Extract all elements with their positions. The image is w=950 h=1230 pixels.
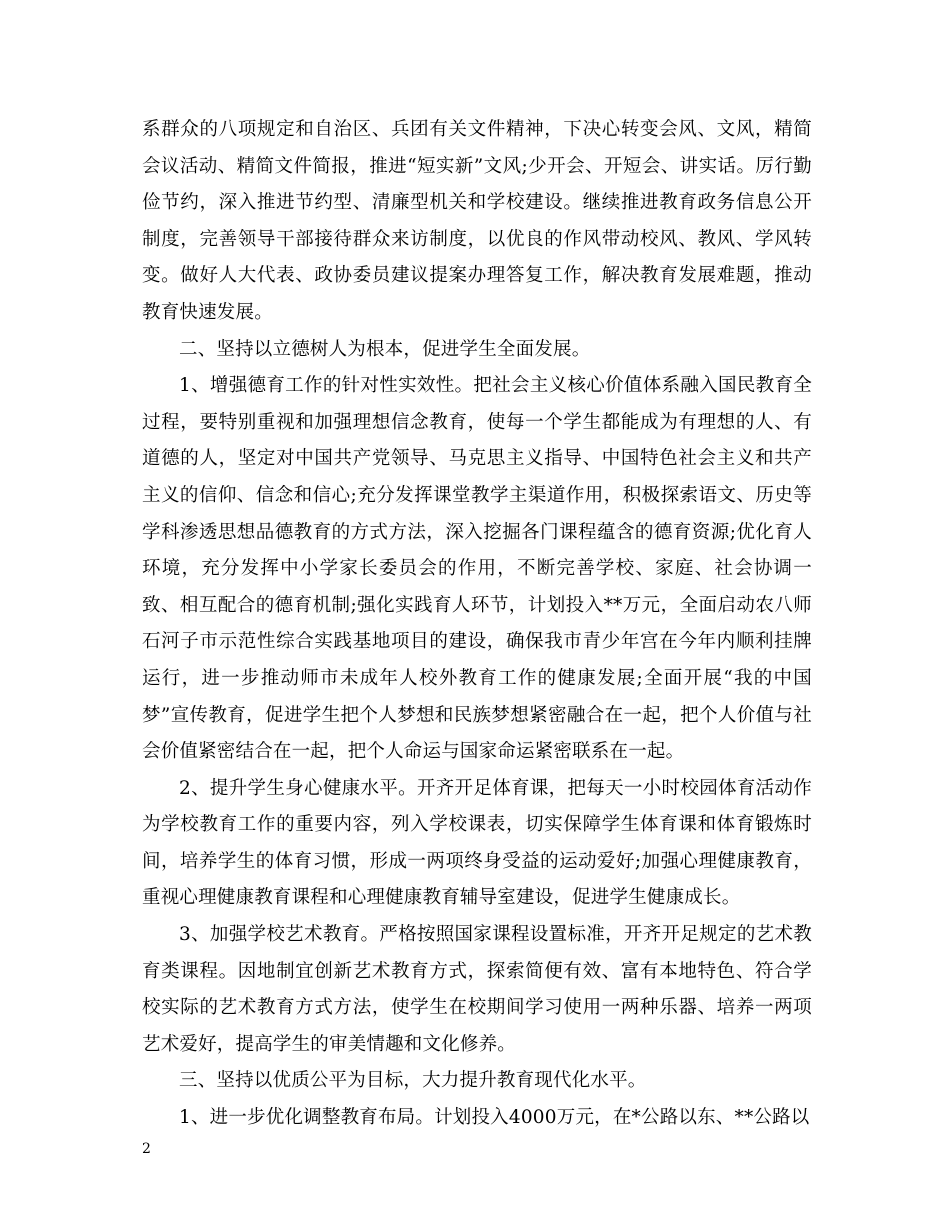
section-heading-3: 三、坚持以优质公平为目标，大力提升教育现代化水平。 — [179, 1070, 647, 1092]
paragraph-art-education: 3、加强学校艺术教育。严格按照国家课程设置标准，开齐开足规定的艺术教育类课程。因地制宜创新艺术教育方式，探索简便有效、富有本地特色、符合学校实际的艺术教育方式方法，使学生在校期间学习使用一两种乐器、培养一两项艺术爱好，提高学生的审美情趣和文化修养。 — [142, 924, 812, 1055]
paragraph-layout-adjustment: 1、进一步优化调整教育布局。计划投入4000万元，在*公路以东、**公路以 — [179, 1107, 810, 1129]
page-number: 2 — [142, 1141, 151, 1157]
document-body — [142, 112, 812, 1137]
paragraph-moral-education: 1、增强德育工作的针对性实效性。把社会主义核心价值体系融入国民教育全过程，要特别重视和加强理想信念教育，使每一个学生都能成为有理想的人、有道德的人，坚定对中国共产党领导、马克思主义指导、中国特色社会主义和共产主义的信仰、信念和信心;充分发挥课堂教学主渠道作用，积极探索语文、历史等学科渗透思想品德教育的方式方法，深入挖掘各门课程蕴含的德育资源;优化育人环境，充分发挥中小学家长委员会的作用，不断完善学校、家庭、社会协调一致、相互配合的德育机制;强化实践育人环节，计划投入**万元，全面启动农八师石河子市示范性综合实践基地项目的建设，确保我市青少年宫在今年内顺利挂牌运行，进一步推动师市未成年人校外教育工作的健康发展;全面开展“我的中国梦”宣传教育，促进学生把个人梦想和民族梦想紧密融合在一起，把个人价值与社会价值紧密结合在一起，把个人命运与国家命运紧密联系在一起。 — [142, 375, 812, 763]
paragraph-1: 系群众的八项规定和自治区、兵团有关文件精神，下决心转变会风、文风，精简会议活动、精简文件简报，推进“短实新”文风;少开会、开短会、讲实话。厉行勤俭节约，深入推进节约型、清廉型机关和学校建设。继续推进教育政务信息公开制度，完善领导干部接待群众来访制度，以优良的作风带动校风、教风、学风转变。做好人大代表、政协委员建议提案办理答复工作，解决教育发展难题，推动教育快速发展。 — [142, 119, 812, 323]
paragraph-physical-health: 2、提升学生身心健康水平。开齐开足体育课，把每天一小时校园体育活动作为学校教育工作的重要内容，列入学校课表，切实保障学生体育课和体育锻炼时间，培养学生的体育习惯，形成一两项终身受益的运动爱好;加强心理健康教育，重视心理健康教育课程和心理健康教育辅导室建设，促进学生健康成长。 — [142, 777, 812, 909]
section-heading-2: 二、坚持以立德树人为根本，促进学生全面发展。 — [179, 338, 591, 360]
